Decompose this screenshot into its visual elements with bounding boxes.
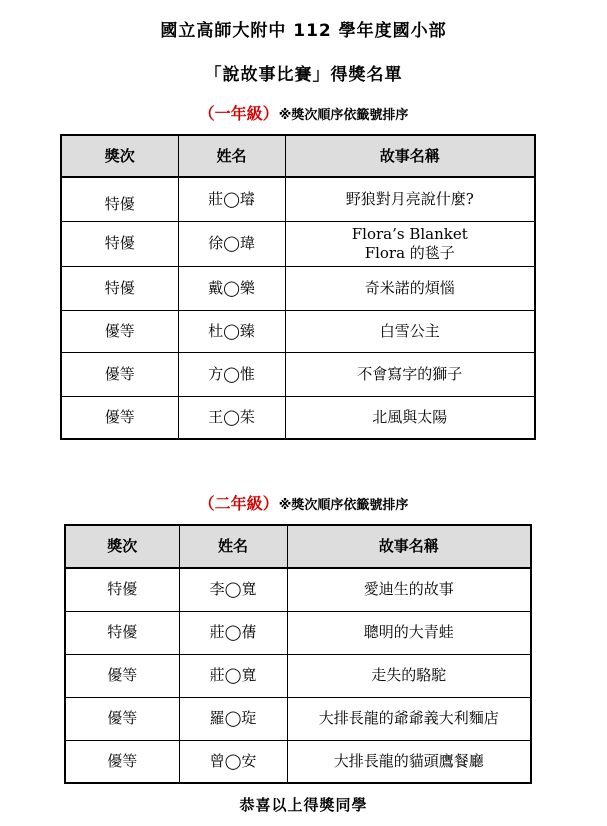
congratulations-note: 恭喜以上得獎同學	[239, 796, 368, 814]
name-cell: 徐◯瑋	[178, 221, 285, 266]
document-subtitle: 「說故事比賽」得獎名單	[204, 65, 403, 85]
story-line: Flora’s Blanket	[351, 224, 468, 243]
grade-1-award-table	[60, 134, 536, 440]
name-cell: 莊◯蒨	[179, 611, 287, 654]
story-line: Flora 的毯子	[364, 243, 455, 262]
award-cell: 特優	[61, 221, 178, 266]
header-award: 獎次	[65, 525, 179, 568]
award-cell: 優等	[65, 740, 179, 783]
award-cell: 特優	[65, 611, 179, 654]
table-row	[61, 396, 535, 439]
story-cell: 野狼對月亮說什麼?	[285, 177, 535, 221]
story-cell: 大排長龍的貓頭鷹餐廳	[287, 740, 531, 783]
table-row	[61, 310, 535, 352]
story-cell: 奇米諾的煩惱	[285, 266, 535, 310]
table-row	[61, 266, 535, 310]
story-cell: 走失的駱駝	[287, 654, 531, 697]
header-name: 姓名	[179, 525, 287, 568]
table-row	[65, 611, 531, 654]
grade-2-award-table	[64, 524, 532, 784]
name-cell: 羅◯琁	[179, 697, 287, 740]
header-story: 故事名稱	[285, 135, 535, 177]
name-cell: 戴◯樂	[178, 266, 285, 310]
grade-label: （一年級）	[198, 104, 279, 123]
header-name: 姓名	[178, 135, 285, 177]
name-cell: 方◯惟	[178, 352, 285, 396]
table-header-row	[65, 525, 531, 568]
table-header-row	[61, 135, 535, 177]
award-cell: 優等	[65, 697, 179, 740]
table-row	[65, 568, 531, 611]
header-story: 故事名稱	[287, 525, 531, 568]
award-cell: 特優	[61, 177, 178, 221]
document-title: 國立高師大附中 112 學年度國小部	[160, 21, 447, 41]
name-cell: 王◯茱	[178, 396, 285, 439]
name-cell: 杜◯臻	[178, 310, 285, 352]
table-row	[65, 654, 531, 697]
award-cell: 優等	[65, 654, 179, 697]
award-cell: 優等	[61, 352, 178, 396]
name-cell: 李◯寬	[179, 568, 287, 611]
table-row	[61, 221, 535, 266]
name-cell: 莊◯璿	[178, 177, 285, 221]
grade-label: （二年級）	[198, 494, 279, 513]
story-cell: 北風與太陽	[285, 396, 535, 439]
story-cell: 聰明的大青蛙	[287, 611, 531, 654]
award-cell: 優等	[61, 396, 178, 439]
story-cell: 不會寫字的獅子	[285, 352, 535, 396]
story-cell: 大排長龍的爺爺義大利麵店	[287, 697, 531, 740]
order-note: ※獎次順序依籤號排序	[278, 498, 409, 513]
table-row	[65, 697, 531, 740]
name-cell: 莊◯寬	[179, 654, 287, 697]
table-row	[65, 740, 531, 783]
table-row	[61, 352, 535, 396]
story-cell: 愛迪生的故事	[287, 568, 531, 611]
grade-2-heading	[0, 491, 607, 514]
award-cell: 優等	[61, 310, 178, 352]
order-note: ※獎次順序依籤號排序	[278, 108, 409, 123]
award-cell: 特優	[65, 568, 179, 611]
grade-1-heading	[0, 101, 607, 124]
story-cell	[285, 221, 535, 266]
story-cell: 白雪公主	[285, 310, 535, 352]
header-award: 獎次	[61, 135, 178, 177]
name-cell: 曾◯安	[179, 740, 287, 783]
award-cell: 特優	[61, 266, 178, 310]
table-row	[61, 177, 535, 221]
